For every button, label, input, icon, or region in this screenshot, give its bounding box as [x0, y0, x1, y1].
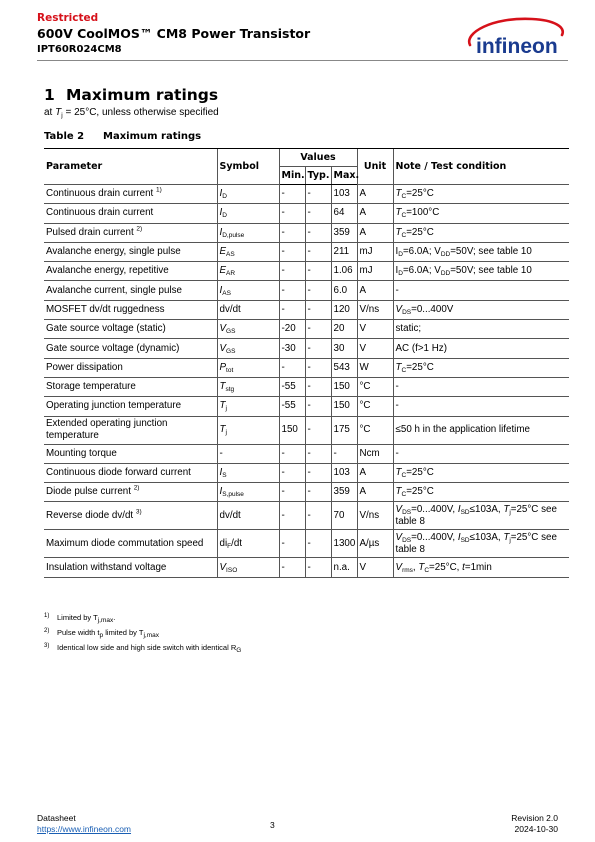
header-values: Values	[279, 149, 357, 167]
typ-cell: -	[305, 558, 331, 577]
note-cell: $T_C=25^\circ C$	[393, 358, 569, 377]
param-cell: Diode pulse current $^{2)}$	[44, 483, 217, 502]
symbol-cell: $I_D$	[217, 185, 279, 204]
symbol-cell: $V_{GS}$	[217, 320, 279, 339]
table-row	[44, 502, 569, 530]
typ-cell: -	[305, 358, 331, 377]
max-cell: 70	[331, 502, 357, 530]
param-cell: Avalanche current, single pulse	[44, 281, 217, 300]
footnote-2: 2) Pulse width $t_p$ limited by $T_{j,max}$	[44, 628, 159, 639]
footnote-mark: 1)	[44, 613, 50, 619]
footer-left	[37, 813, 131, 835]
note-cell: $T_C=100^\circ C$	[393, 204, 569, 223]
max-cell: -	[331, 444, 357, 463]
typ-cell: -	[305, 483, 331, 502]
footer-doc-type: Datasheet	[37, 813, 76, 823]
restricted-label: Restricted	[37, 12, 99, 24]
unit-cell: V/ns	[357, 300, 393, 319]
table-row	[44, 281, 569, 300]
footnote-1: 1) Limited by $T_{j,max}$.	[44, 613, 116, 624]
note-cell: -	[393, 281, 569, 300]
table-row	[44, 262, 569, 281]
unit-cell: A/µs	[357, 530, 393, 558]
maximum-ratings-table	[44, 148, 569, 578]
max-cell: 120	[331, 300, 357, 319]
symbol-cell: $E_{AS}$	[217, 242, 279, 261]
max-cell: 543	[331, 358, 357, 377]
symbol-cell: $I_{AS}$	[217, 281, 279, 300]
unit-cell: A	[357, 185, 393, 204]
typ-cell: -	[305, 223, 331, 242]
typ-cell: -	[305, 397, 331, 416]
param-cell: MOSFET dv/dt ruggedness	[44, 300, 217, 319]
symbol-cell: $T_j$	[217, 397, 279, 416]
min-cell: -	[279, 558, 305, 577]
logo-wordmark: infineon	[476, 35, 558, 58]
param-cell: Gate source voltage (static)	[44, 320, 217, 339]
max-cell: 103	[331, 463, 357, 482]
min-cell: -20	[279, 320, 305, 339]
typ-cell: -	[305, 502, 331, 530]
unit-cell: V	[357, 320, 393, 339]
header-rule	[37, 60, 568, 61]
footer-date: 2024-10-30	[514, 824, 558, 834]
symbol-cell: $di_F/dt$	[217, 530, 279, 558]
max-cell: 150	[331, 377, 357, 396]
header-min: Min.	[279, 167, 305, 185]
max-cell: 359	[331, 483, 357, 502]
min-cell: -	[279, 483, 305, 502]
param-cell: Maximum diode commutation speed	[44, 530, 217, 558]
symbol-cell: $I_S$	[217, 463, 279, 482]
max-cell: n.a.	[331, 558, 357, 577]
unit-cell: V	[357, 339, 393, 358]
symbol-cell: $E_{AR}$	[217, 262, 279, 281]
header-unit: Unit	[357, 149, 393, 185]
note-cell: static;	[393, 320, 569, 339]
typ-cell: -	[305, 204, 331, 223]
table-row	[44, 377, 569, 396]
unit-cell: V	[357, 558, 393, 577]
param-cell: Storage temperature	[44, 377, 217, 396]
param-cell: Avalanche energy, repetitive	[44, 262, 217, 281]
min-cell: -55	[279, 397, 305, 416]
unit-cell: A	[357, 223, 393, 242]
unit-cell: A	[357, 281, 393, 300]
header-parameter: Parameter	[44, 149, 217, 185]
note-cell: ≤50 h in the application lifetime	[393, 416, 569, 444]
symbol-cell: $T_j$	[217, 416, 279, 444]
footer-url-link[interactable]: https://www.infineon.com	[37, 824, 132, 834]
symbol-cell: dv/dt	[217, 300, 279, 319]
note-cell: $V_{DS}=0...400V$, $I_{SD}\le 103A$, $T_j=25^\circ C$ see table 8	[393, 530, 569, 558]
table-row	[44, 483, 569, 502]
unit-cell: mJ	[357, 242, 393, 261]
min-cell: -	[279, 262, 305, 281]
param-cell: Mounting torque	[44, 444, 217, 463]
min-cell: -	[279, 204, 305, 223]
symbol-cell: $I_{S,pulse}$	[217, 483, 279, 502]
typ-cell: -	[305, 377, 331, 396]
header-typ: Typ.	[305, 167, 331, 185]
unit-cell: A	[357, 463, 393, 482]
symbol-cell: $P_{tot}$	[217, 358, 279, 377]
max-cell: 1300	[331, 530, 357, 558]
max-cell: 175	[331, 416, 357, 444]
note-cell: -	[393, 444, 569, 463]
note-cell: $V_{DS}=0...400V$, $I_{SD}\le 103A$, $T_j=25^\circ C$ see table 8	[393, 502, 569, 530]
note-cell: $V_{DS}=0...400V$	[393, 300, 569, 319]
param-cell: Extended operating junction temperature	[44, 416, 217, 444]
min-cell: -	[279, 502, 305, 530]
table-row	[44, 320, 569, 339]
symbol-cell: $V_{GS}$	[217, 339, 279, 358]
symbol-cell: $T_{stg}$	[217, 377, 279, 396]
symbol-cell: $V_{ISO}$	[217, 558, 279, 577]
max-cell: 150	[331, 397, 357, 416]
unit-cell: °C	[357, 377, 393, 396]
unit-cell: A	[357, 483, 393, 502]
table-caption-number: Table 2	[44, 131, 85, 142]
typ-cell: -	[305, 320, 331, 339]
max-cell: 20	[331, 320, 357, 339]
unit-cell: °C	[357, 416, 393, 444]
min-cell: -	[279, 223, 305, 242]
footnote-mark: 2)	[44, 628, 50, 634]
table-row	[44, 185, 569, 204]
section-title-text: Maximum ratings	[66, 86, 219, 104]
document-title: 600V CoolMOS™ CM8 Power Transistor	[37, 26, 311, 41]
note-cell: $V_{rms}$, $T_C=25^\circ C$, t=1min	[393, 558, 569, 577]
table-row	[44, 358, 569, 377]
note-cell: $T_C=25^\circ C$	[393, 223, 569, 242]
param-cell: Avalanche energy, single pulse	[44, 242, 217, 261]
typ-cell: -	[305, 300, 331, 319]
unit-cell: mJ	[357, 262, 393, 281]
min-cell: -	[279, 185, 305, 204]
note-cell: AC (f>1 Hz)	[393, 339, 569, 358]
footnote-mark: 3)	[44, 643, 50, 649]
section-number: 1	[44, 86, 55, 104]
param-cell: Pulsed drain current $^{2)}$	[44, 223, 217, 242]
section-title	[44, 86, 218, 104]
unit-cell: A	[357, 204, 393, 223]
typ-cell: -	[305, 444, 331, 463]
typ-cell: -	[305, 416, 331, 444]
table-row	[44, 339, 569, 358]
unit-cell: Ncm	[357, 444, 393, 463]
typ-cell: -	[305, 339, 331, 358]
table-caption-title: Maximum ratings	[103, 131, 202, 142]
header-max: Max.	[331, 167, 357, 185]
table-row	[44, 444, 569, 463]
note-cell: $T_C=25^\circ C$	[393, 463, 569, 482]
typ-cell: -	[305, 185, 331, 204]
footer-right	[511, 813, 558, 835]
min-cell: -55	[279, 377, 305, 396]
min-cell: -	[279, 463, 305, 482]
header-symbol: Symbol	[217, 149, 279, 185]
max-cell: 359	[331, 223, 357, 242]
min-cell: -	[279, 281, 305, 300]
min-cell: -	[279, 300, 305, 319]
table-row	[44, 300, 569, 319]
note-cell: -	[393, 397, 569, 416]
note-cell: $T_C=25^\circ C$	[393, 483, 569, 502]
part-number: IPT60R024CM8	[37, 44, 122, 55]
symbol-cell: $I_D$	[217, 204, 279, 223]
table-row	[44, 397, 569, 416]
footnote-3: 3) Identical low side and high side switch with identical $R_G$	[44, 643, 242, 654]
unit-cell: °C	[357, 397, 393, 416]
min-cell: -	[279, 444, 305, 463]
header-note: Note / Test condition	[393, 149, 569, 185]
param-cell: Continuous drain current $^{1)}$	[44, 185, 217, 204]
param-cell: Continuous diode forward current	[44, 463, 217, 482]
max-cell: 103	[331, 185, 357, 204]
min-cell: -	[279, 358, 305, 377]
table-row	[44, 204, 569, 223]
symbol-cell: dv/dt	[217, 502, 279, 530]
typ-cell: -	[305, 281, 331, 300]
max-cell: 30	[331, 339, 357, 358]
page-number: 3	[270, 820, 275, 830]
param-cell: Gate source voltage (dynamic)	[44, 339, 217, 358]
min-cell: -30	[279, 339, 305, 358]
typ-cell: -	[305, 262, 331, 281]
min-cell: -	[279, 530, 305, 558]
table-row	[44, 530, 569, 558]
typ-cell: -	[305, 463, 331, 482]
unit-cell: V/ns	[357, 502, 393, 530]
max-cell: 6.0	[331, 281, 357, 300]
param-cell: Continuous drain current	[44, 204, 217, 223]
infineon-logo	[462, 15, 568, 61]
section-condition: at $T_j = 25^\circ C$, unless otherwise specified	[44, 107, 219, 119]
table-row	[44, 223, 569, 242]
table-row	[44, 416, 569, 444]
symbol-cell: $I_{D,pulse}$	[217, 223, 279, 242]
table-row	[44, 242, 569, 261]
min-cell: 150	[279, 416, 305, 444]
min-cell: -	[279, 242, 305, 261]
note-cell: $T_C=25^\circ C$	[393, 185, 569, 204]
max-cell: 64	[331, 204, 357, 223]
unit-cell: W	[357, 358, 393, 377]
typ-cell: -	[305, 242, 331, 261]
note-cell: $I_D=6.0A$; $V_{DD}=50V$; see table 10	[393, 242, 569, 261]
symbol-cell: -	[217, 444, 279, 463]
table-caption	[44, 131, 201, 142]
footer-revision: Revision 2.0	[511, 813, 558, 823]
table-row	[44, 558, 569, 577]
max-cell: 211	[331, 242, 357, 261]
param-cell: Reverse diode dv/dt $^{3)}$	[44, 502, 217, 530]
typ-cell: -	[305, 530, 331, 558]
param-cell: Operating junction temperature	[44, 397, 217, 416]
param-cell: Power dissipation	[44, 358, 217, 377]
param-cell: Insulation withstand voltage	[44, 558, 217, 577]
note-cell: -	[393, 377, 569, 396]
max-cell: 1.06	[331, 262, 357, 281]
note-cell: $I_D=6.0A$; $V_{DD}=50V$; see table 10	[393, 262, 569, 281]
table-row	[44, 463, 569, 482]
